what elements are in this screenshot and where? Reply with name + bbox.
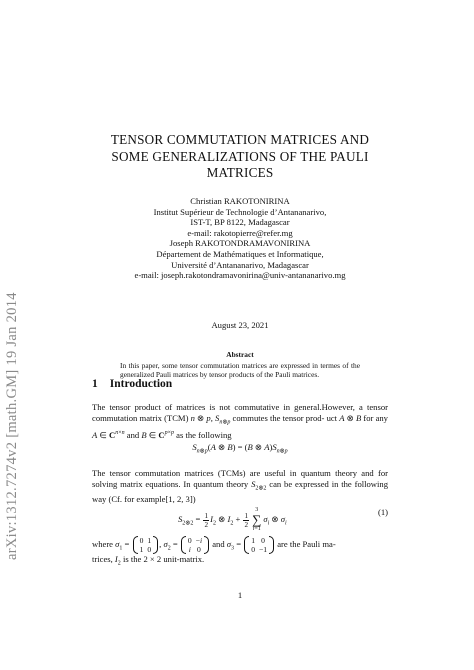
author-1-affiliation: Institut Supérieur de Technologie d’Antananarivo, [153,206,327,217]
section-heading [92,378,172,390]
author-1-name: Christian RAKOTONIRINA [190,196,290,206]
author-2-name: Joseph RAKOTONDRAMAVONIRINA [169,238,311,249]
intro-paragraph-3: where $\sigma_1$ = 0 1 1 0 , $\sigma_2$ = 0 −i i 0 and $\sigma_3$ = 1 0 0 −1 are the Pauli ma- trices, $I_2$ is the 2 × 2 unit-matrix. [92,536,336,568]
pauli-matrix-sigma2: 0 −i i 0 [181,536,209,554]
equation-1-number: (1) [377,507,388,517]
abstract-heading: Abstract [226,350,254,359]
pauli-matrix-sigma1: 0 1 1 0 [133,536,159,554]
pauli-matrix-sigma3: 1 0 0 −1 [244,536,274,554]
page-number: 1 [237,590,243,600]
section-title: Introduction [109,378,173,390]
equation-tcm-commutation: $S_{n\otimes p}(A$ ⊗ B) = (B ⊗ $A)S_{n\otimes p}$ [192,442,288,455]
title-line-3: MATRICES [206,165,274,180]
section-number: 1 [92,378,98,390]
author-2-email: e-mail: joseph.rakotondramavonirina@univ-antananarivo.mg [134,270,346,281]
equation-1 [92,497,388,533]
abstract-text: In this paper, some tensor commutation matrices are expressed in termes of the generalized Pauli matrices by tensor products of the Pauli matrices. [120,361,360,380]
equation-1-body: $S_{2\otimes 2}$ = $\frac{1}{2}$ $I_2$ ⊗ $I_2$ + $\frac{1}{2}$ 3 ∑ $i=1\sigma_i$ ⊗ $\sigma_i$ [178,507,287,532]
title-line-1: TENSOR COMMUTATION MATRICES AND [110,132,370,147]
paper-date: August 23, 2021 [211,320,269,330]
intro-paragraph-1: The tensor product of matrices is not commutative in general.However, a tensor commutation matrix (TCM) n ⊗ p, $S_{n\otimes p}$ commutes the tensor prod- uct A ⊗ B for any A ∈ $C^{n\times n}$ and B ∈ $C^{p\times p}$ as the following [92,402,388,441]
paper-title [92,132,388,182]
author-block [92,196,388,281]
author-2-address: Université d’Antananarivo, Madagascar [171,259,309,270]
author-1-address: IST-T, BP 8122, Madagascar [190,217,290,228]
arxiv-identifier: arXiv:1312.7274v2 [math.GM] 19 Jan 2014 [4,292,20,560]
title-line-2: SOME GENERALIZATIONS OF THE PAULI [111,148,369,164]
math-inline: n [190,412,195,423]
intro-paragraph-2: The tensor commutation matrices (TCMs) are useful in quantum theory and for solving matrix equations. In quantum theory $S_{2\otimes 2}$ can be expressed in the following way (Cf. for example[1, 2, 3]) [92,468,388,505]
author-2-affiliation: Département de Mathématiques et Informatique, [156,248,324,259]
author-1-email: e-mail: rakotopierre@refer.mg [187,227,293,238]
